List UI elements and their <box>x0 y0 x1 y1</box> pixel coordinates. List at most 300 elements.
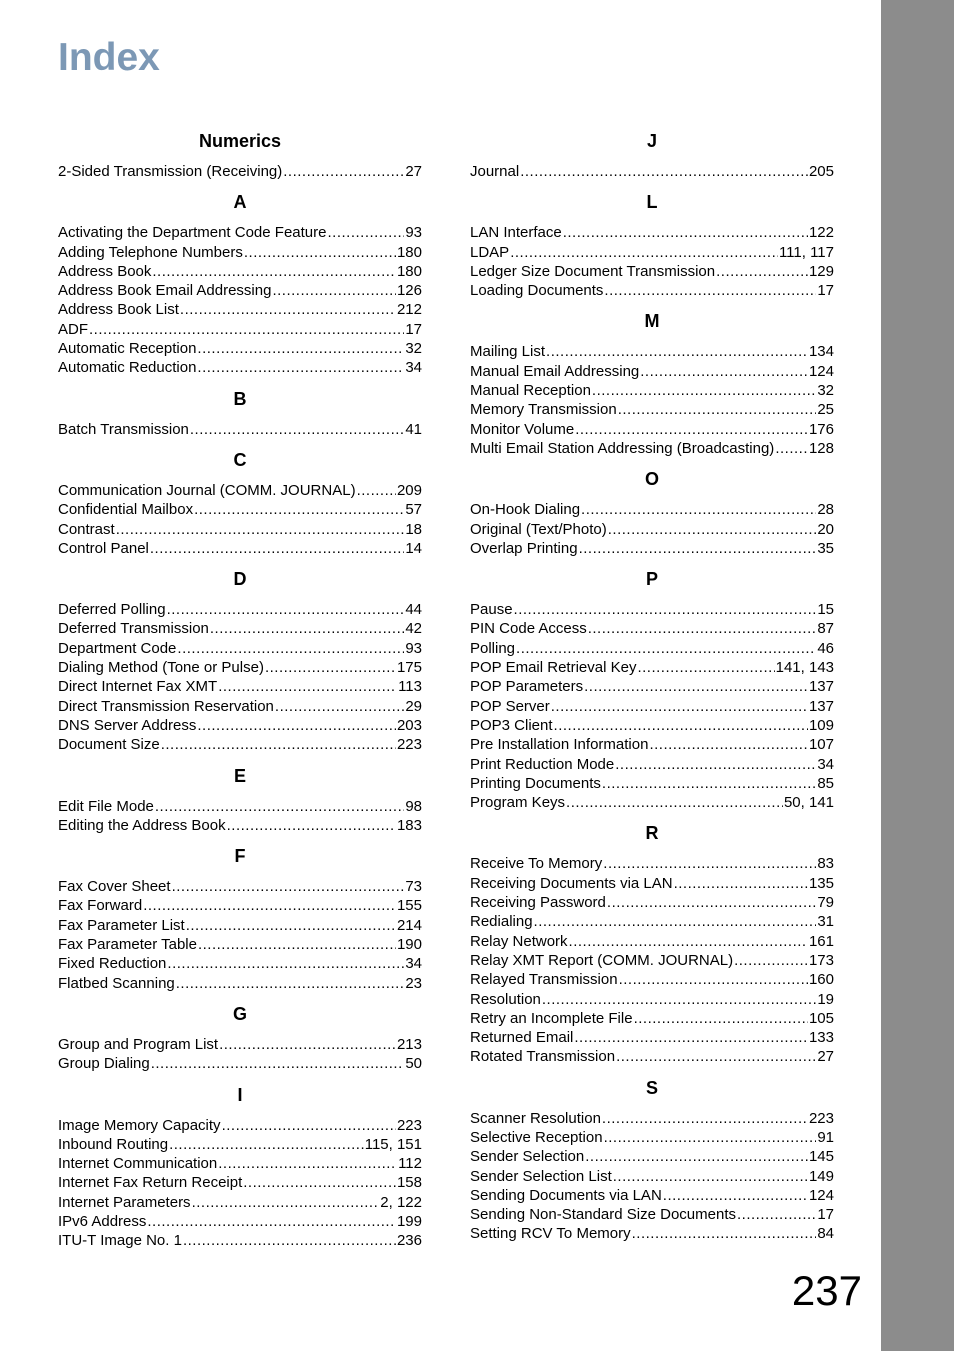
entry-term: POP Parameters <box>470 678 584 696</box>
entry-page: 57 <box>405 501 422 519</box>
index-entry <box>58 1154 422 1173</box>
entry-list <box>470 162 834 181</box>
entry-page: 209 <box>396 481 422 499</box>
index-entry <box>58 954 422 973</box>
entry-term: Automatic Reduction <box>58 359 197 377</box>
entry-term: Group and Program List <box>58 1035 219 1053</box>
entry-term: Ledger Size Document Transmission <box>470 262 716 280</box>
index-entry <box>58 1054 422 1073</box>
index-entry <box>470 716 834 735</box>
entry-page: 93 <box>405 224 422 242</box>
index-section <box>58 765 422 836</box>
index-entry <box>470 1109 834 1128</box>
entry-page: 17 <box>405 320 422 338</box>
section-gap <box>58 993 422 1003</box>
dot-leader <box>608 520 817 539</box>
dot-leader <box>152 262 396 281</box>
entry-page: 205 <box>808 163 834 180</box>
entry-page: 28 <box>817 501 834 519</box>
entry-page: 183 <box>396 816 422 834</box>
entry-term: Inbound Routing <box>58 1135 169 1153</box>
dot-leader <box>192 1193 380 1212</box>
index-section <box>470 468 834 558</box>
index-entry <box>58 916 422 935</box>
entry-list <box>470 342 834 458</box>
dot-leader <box>197 716 396 735</box>
entry-term: Sending Non-Standard Size Documents <box>470 1206 736 1224</box>
index-entry <box>58 1035 422 1054</box>
entry-page: 199 <box>396 1212 422 1230</box>
index-entry <box>58 716 422 735</box>
entry-term: Automatic Reception <box>58 340 197 358</box>
index-entry <box>470 735 834 754</box>
entry-term: Manual Email Addressing <box>470 362 640 380</box>
index-section <box>470 822 834 1066</box>
index-entry <box>58 243 422 262</box>
index-entry <box>470 400 834 419</box>
entry-term: Fixed Reduction <box>58 955 167 973</box>
index-entry <box>470 854 834 873</box>
dot-leader <box>618 400 817 419</box>
dot-leader <box>604 1128 817 1147</box>
entry-page: 79 <box>817 894 834 912</box>
entry-list <box>58 420 422 439</box>
entry-page: 14 <box>405 539 422 557</box>
index-entry <box>470 697 834 716</box>
entry-term: Address Book List <box>58 301 179 319</box>
dot-leader <box>89 320 404 339</box>
index-entry <box>58 420 422 439</box>
section-letter: R <box>645 823 659 844</box>
dot-leader <box>637 658 774 677</box>
entry-term: Document Size <box>58 736 160 754</box>
entry-term: Multi Email Station Addressing (Broadcasting) <box>470 439 775 457</box>
dot-leader <box>219 1035 396 1054</box>
dot-leader <box>194 500 404 519</box>
entry-page: 44 <box>405 601 422 619</box>
section-gap <box>58 1074 422 1084</box>
dot-leader <box>616 1047 816 1066</box>
index-entry <box>58 896 422 915</box>
entry-page: 113 <box>398 678 422 696</box>
index-entry <box>470 755 834 774</box>
dot-leader <box>218 677 397 696</box>
index-section <box>58 1003 422 1074</box>
entry-page: 32 <box>405 340 422 358</box>
entry-page: 27 <box>405 163 422 180</box>
index-entry <box>58 539 422 558</box>
entry-term: Pre Installation Information <box>470 736 649 754</box>
entry-term: Program Keys <box>470 794 566 812</box>
entry-page: 34 <box>405 955 422 973</box>
dot-leader <box>615 755 816 774</box>
index-entry <box>470 362 834 381</box>
entry-term: LAN Interface <box>470 224 562 242</box>
index-entry <box>58 935 422 954</box>
entry-term: Mailing List <box>470 343 546 361</box>
entry-term: On-Hook Dialing <box>470 501 581 519</box>
index-entry <box>470 381 834 400</box>
entry-list <box>58 797 422 836</box>
entry-term: Original (Text/Photo) <box>470 520 607 538</box>
entry-term: Editing the Address Book <box>58 816 226 834</box>
entry-term: Selective Reception <box>470 1128 603 1146</box>
dot-leader <box>716 262 808 281</box>
entry-term: Polling <box>470 639 516 657</box>
dot-leader <box>674 874 808 893</box>
dot-leader <box>222 1116 396 1135</box>
index-entry <box>470 658 834 677</box>
entry-term: Edit File Mode <box>58 797 154 815</box>
entry-page: 83 <box>817 855 834 873</box>
section-letter: J <box>646 131 657 151</box>
index-section <box>58 191 422 377</box>
entry-list <box>58 223 422 377</box>
index-entry <box>470 639 834 658</box>
entry-term: Internet Fax Return Receipt <box>58 1174 243 1192</box>
index-entry <box>470 162 834 181</box>
dot-leader <box>566 793 783 812</box>
section-gap <box>470 300 834 310</box>
entry-page: 122 <box>808 224 834 242</box>
entry-page: 214 <box>396 916 422 934</box>
index-entry <box>470 1009 834 1028</box>
entry-page: 173 <box>808 951 834 969</box>
entry-page: 124 <box>808 362 834 380</box>
section-letter: P <box>645 569 658 590</box>
index-entry <box>470 1147 834 1166</box>
entry-page: 23 <box>405 974 422 992</box>
entry-term: Overlap Printing <box>470 539 578 557</box>
index-section <box>58 388 422 439</box>
section-letter: Numerics <box>198 131 282 151</box>
entry-list <box>58 877 422 993</box>
entry-page: 180 <box>396 262 422 280</box>
dot-leader <box>218 1154 397 1173</box>
section-gap <box>470 181 834 191</box>
dot-leader <box>176 974 405 993</box>
dot-leader <box>275 697 404 716</box>
index-entry <box>58 481 422 500</box>
section-gap <box>58 378 422 388</box>
index-entry <box>470 243 834 262</box>
entry-page: 115, 151 <box>364 1135 422 1153</box>
entry-page: 109 <box>808 716 834 734</box>
index-entry <box>58 974 422 993</box>
index-entry <box>58 797 422 816</box>
index-entry <box>470 951 834 970</box>
index-entry <box>470 990 834 1009</box>
entry-page: 134 <box>808 343 834 361</box>
entry-page: 141, 143 <box>775 659 834 677</box>
page-title: Index <box>58 36 160 79</box>
dot-leader <box>569 932 808 951</box>
dot-leader <box>177 639 404 658</box>
entry-list <box>58 481 422 558</box>
entry-page: 73 <box>405 878 422 896</box>
index-entry <box>470 420 834 439</box>
index-section <box>470 1077 834 1244</box>
entry-term: Contrast <box>58 520 115 538</box>
entry-page: 160 <box>808 971 834 989</box>
entry-term: Retry an Incomplete File <box>470 1009 633 1027</box>
entry-page: 176 <box>808 420 834 438</box>
entry-page: 17 <box>817 1206 834 1224</box>
entry-term: 2-Sided Transmission (Receiving) <box>58 163 283 180</box>
entry-term: ADF <box>58 320 88 338</box>
entry-term: Communication Journal (COMM. JOURNAL) <box>58 481 356 499</box>
entry-page: 124 <box>808 1186 834 1204</box>
index-entry <box>58 1193 422 1212</box>
dot-leader <box>167 954 404 973</box>
entry-term: Redialing <box>470 913 533 931</box>
index-entry <box>470 342 834 361</box>
entry-page: 149 <box>808 1167 834 1185</box>
entry-term: Journal <box>470 163 520 180</box>
index-section <box>470 568 834 812</box>
entry-page: 223 <box>808 1109 834 1127</box>
dot-leader <box>283 162 404 181</box>
entry-term: Print Reduction Mode <box>470 755 615 773</box>
entry-term: Receive To Memory <box>470 855 603 873</box>
dot-leader <box>563 223 808 242</box>
entry-term: Batch Transmission <box>58 420 189 438</box>
entry-page: 2, 122 <box>380 1193 422 1211</box>
dot-leader <box>197 358 404 377</box>
section-gap <box>58 558 422 568</box>
entry-page: 137 <box>808 678 834 696</box>
entry-term: Sender Selection <box>470 1148 585 1166</box>
dot-leader <box>210 619 404 638</box>
section-gap <box>470 458 834 468</box>
dot-leader <box>588 619 817 638</box>
entry-term: Image Memory Capacity <box>58 1116 221 1134</box>
index-entry <box>470 970 834 989</box>
entry-page: 135 <box>808 874 834 892</box>
section-gap <box>470 1067 834 1077</box>
entry-term: Address Book <box>58 262 152 280</box>
dot-leader <box>180 300 396 319</box>
index-entry <box>58 162 422 181</box>
index-entry <box>58 320 422 339</box>
dot-leader <box>172 877 405 896</box>
section-gap <box>470 558 834 568</box>
dot-leader <box>584 677 808 696</box>
dot-leader <box>554 716 808 735</box>
entry-page: 175 <box>396 659 422 677</box>
entry-term: Fax Parameter Table <box>58 936 197 954</box>
entry-page: 98 <box>405 797 422 815</box>
entry-page: 107 <box>808 736 834 754</box>
index-entry <box>58 677 422 696</box>
entry-page: 29 <box>405 697 422 715</box>
entry-term: Activating the Department Code Feature <box>58 224 327 242</box>
entry-term: Scanner Resolution <box>470 1109 601 1127</box>
index-column-right <box>470 130 834 1244</box>
dot-leader <box>143 896 396 915</box>
index-entry <box>470 1205 834 1224</box>
dot-leader <box>357 481 396 500</box>
entry-term: DNS Server Address <box>58 716 197 734</box>
dot-leader <box>634 1009 808 1028</box>
section-gap <box>470 812 834 822</box>
entry-page: 31 <box>817 913 834 931</box>
entry-term: Fax Parameter List <box>58 916 185 934</box>
entry-page: 50 <box>405 1055 422 1073</box>
index-section <box>470 310 834 458</box>
dot-leader <box>514 600 817 619</box>
index-entry <box>58 735 422 754</box>
entry-term: Department Code <box>58 639 177 657</box>
index-entry <box>470 1224 834 1243</box>
dot-leader <box>244 243 396 262</box>
index-entry <box>470 520 834 539</box>
index-entry <box>58 500 422 519</box>
dot-leader <box>147 1212 396 1231</box>
dot-leader <box>243 1173 396 1192</box>
dot-leader <box>613 1167 808 1186</box>
index-entry <box>470 439 834 458</box>
entry-list <box>58 162 422 181</box>
entry-term: Memory Transmission <box>470 401 617 419</box>
entry-page: 34 <box>817 755 834 773</box>
index-entry <box>58 1231 422 1250</box>
index-entry <box>470 600 834 619</box>
index-entry <box>470 262 834 281</box>
index-entry <box>58 1173 422 1192</box>
section-letter: L <box>646 192 658 213</box>
dot-leader <box>169 1135 364 1154</box>
dot-leader <box>516 639 816 658</box>
entry-page: 32 <box>817 382 834 400</box>
section-letter: D <box>233 569 247 590</box>
index-entry <box>470 677 834 696</box>
entry-page: 126 <box>396 282 422 300</box>
entry-term: Relay XMT Report (COMM. JOURNAL) <box>470 951 734 969</box>
entry-list <box>58 1035 422 1074</box>
index-section <box>58 845 422 993</box>
section-letter: I <box>237 1084 243 1105</box>
entry-page: 223 <box>396 736 422 754</box>
index-entry <box>58 658 422 677</box>
entry-page: 155 <box>396 897 422 915</box>
entry-page: 133 <box>808 1029 834 1047</box>
index-entry <box>470 1167 834 1186</box>
dot-leader <box>520 162 808 181</box>
entry-term: Rotated Transmission <box>470 1048 616 1066</box>
entry-page: 212 <box>396 301 422 319</box>
section-gap <box>58 755 422 765</box>
entry-term: Dialing Method (Tone or Pulse) <box>58 659 264 677</box>
entry-term: Internet Parameters <box>58 1193 191 1211</box>
index-entry <box>470 281 834 300</box>
entry-term: Fax Cover Sheet <box>58 878 171 896</box>
entry-term: Relayed Transmission <box>470 971 618 989</box>
dot-leader <box>551 697 808 716</box>
section-gap <box>58 835 422 845</box>
entry-term: Deferred Transmission <box>58 620 209 638</box>
entry-list <box>58 1116 422 1251</box>
section-letter: O <box>644 469 659 490</box>
entry-term: Manual Reception <box>470 382 591 400</box>
entry-page: 19 <box>817 990 834 1008</box>
entry-term: LDAP <box>470 243 510 261</box>
section-letter: B <box>233 388 247 409</box>
entry-list <box>470 1109 834 1244</box>
index-entry <box>58 281 422 300</box>
side-tab-bar <box>881 0 954 1351</box>
entry-term: POP Server <box>470 697 550 715</box>
entry-page: 87 <box>817 620 834 638</box>
dot-leader <box>585 1147 808 1166</box>
index-entry <box>470 912 834 931</box>
dot-leader <box>619 970 808 989</box>
index-column-left <box>58 130 422 1251</box>
dot-leader <box>265 658 396 677</box>
entry-page: 41 <box>405 420 422 438</box>
entry-term: Adding Telephone Numbers <box>58 243 243 261</box>
section-letter: G <box>232 1003 247 1024</box>
index-entry <box>470 793 834 812</box>
entry-term: Setting RCV To Memory <box>470 1225 631 1243</box>
entry-list <box>58 600 422 754</box>
dot-leader <box>534 912 817 931</box>
index-entry <box>58 619 422 638</box>
entry-page: 236 <box>396 1232 422 1250</box>
index-entry <box>470 932 834 951</box>
dot-leader <box>198 935 396 954</box>
dot-leader <box>197 339 404 358</box>
entry-page: 91 <box>817 1128 834 1146</box>
dot-leader <box>542 990 816 1009</box>
index-entry <box>58 600 422 619</box>
entry-term: ITU-T Image No. 1 <box>58 1232 182 1250</box>
index-entry <box>470 774 834 793</box>
entry-term: Resolution <box>470 990 541 1008</box>
section-gap <box>58 181 422 191</box>
dot-leader <box>607 893 816 912</box>
entry-page: 203 <box>396 716 422 734</box>
dot-leader <box>161 735 396 754</box>
entry-page: 129 <box>808 262 834 280</box>
dot-leader <box>734 951 808 970</box>
index-entry <box>58 1135 422 1154</box>
dot-leader <box>183 1231 396 1250</box>
entry-term: Receiving Password <box>470 894 606 912</box>
index-section <box>58 1084 422 1251</box>
dot-leader <box>603 854 816 873</box>
index-section <box>470 191 834 300</box>
index-entry <box>58 877 422 896</box>
entry-term: Sending Documents via LAN <box>470 1186 662 1204</box>
entry-list <box>470 223 834 300</box>
index-entry <box>470 893 834 912</box>
index-entry <box>58 1212 422 1231</box>
dot-leader <box>190 420 404 439</box>
entry-page: 158 <box>396 1174 422 1192</box>
entry-term: Direct Transmission Reservation <box>58 697 274 715</box>
dot-leader <box>150 539 404 558</box>
entry-page: 105 <box>808 1009 834 1027</box>
entry-term: Monitor Volume <box>470 420 575 438</box>
dot-leader <box>604 281 816 300</box>
dot-leader <box>151 1054 405 1073</box>
entry-page: 145 <box>808 1148 834 1166</box>
entry-page: 137 <box>808 697 834 715</box>
entry-page: 190 <box>396 936 422 954</box>
entry-term: Group Dialing <box>58 1055 150 1073</box>
index-entry <box>470 1128 834 1147</box>
